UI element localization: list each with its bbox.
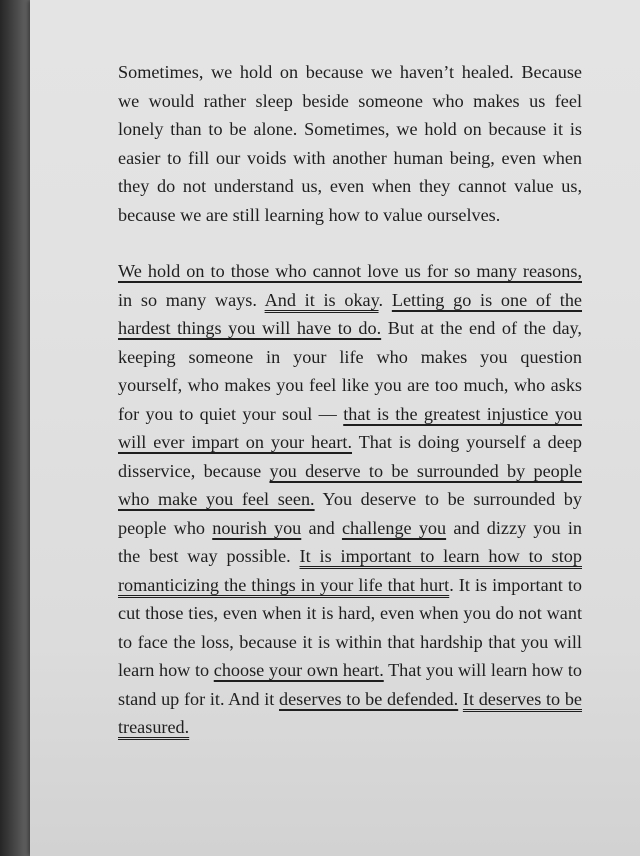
underlined-phrase: that is the greatest injustice you will ever impart on your heart. [118, 403, 582, 452]
page-text [118, 58, 582, 742]
underlined-phrase: It is important to learn how to stop romanticizing the things in your life that hurt [118, 546, 582, 595]
book-page [30, 0, 640, 856]
text-run: You deserve to be surrounded by people who [118, 489, 582, 538]
underlined-phrase: And it is okay [264, 289, 379, 310]
underlined-phrase: choose your own heart. [213, 660, 384, 680]
text-run: . It is important to cut those ties, even when it is hard, even when you do not want to face the loss, because it is within that hardship that you will learn how to [118, 574, 583, 680]
underlined-phrase: you deserve to be surrounded by people who make you feel seen. [118, 460, 582, 509]
text-run: and dizzy you in the best way possible. [118, 517, 582, 566]
text-run: in so many ways. [118, 289, 265, 310]
text-run: But at the end of the day, keeping someone in your life who makes you question yourself, who makes you feel like you are too much, who asks for you to quiet your soul — [118, 318, 582, 424]
text-run: That is doing yourself a deep disservice, because [118, 432, 582, 481]
underlined-phrase: challenge you [341, 517, 447, 538]
paragraph-2 [118, 257, 582, 742]
underlined-phrase: Letting go is one of the hardest things you will have to do. [118, 289, 583, 338]
text-run: and [301, 517, 342, 538]
underlined-phrase: nourish you [212, 517, 302, 538]
text-run: That you will learn how to stand up for it. And it [118, 660, 582, 709]
underlined-phrase: We hold on to those who cannot love us for so many reasons, [118, 261, 582, 281]
text-run: . [378, 289, 392, 310]
underlined-phrase: deserves to be defended. [279, 688, 459, 709]
paragraph-1: Sometimes, we hold on because we haven’t healed. Because we would rather sleep beside someone who makes us feel lonely than to be alone. Sometimes, we hold on because it is easier to fill our voids with another human being, even when they do not understand us, even when they cannot value us, because we are still learning how to value ourselves. [118, 62, 582, 225]
book-spine-shadow [0, 0, 30, 856]
underlined-phrase: It deserves to be treasured. [118, 688, 582, 737]
